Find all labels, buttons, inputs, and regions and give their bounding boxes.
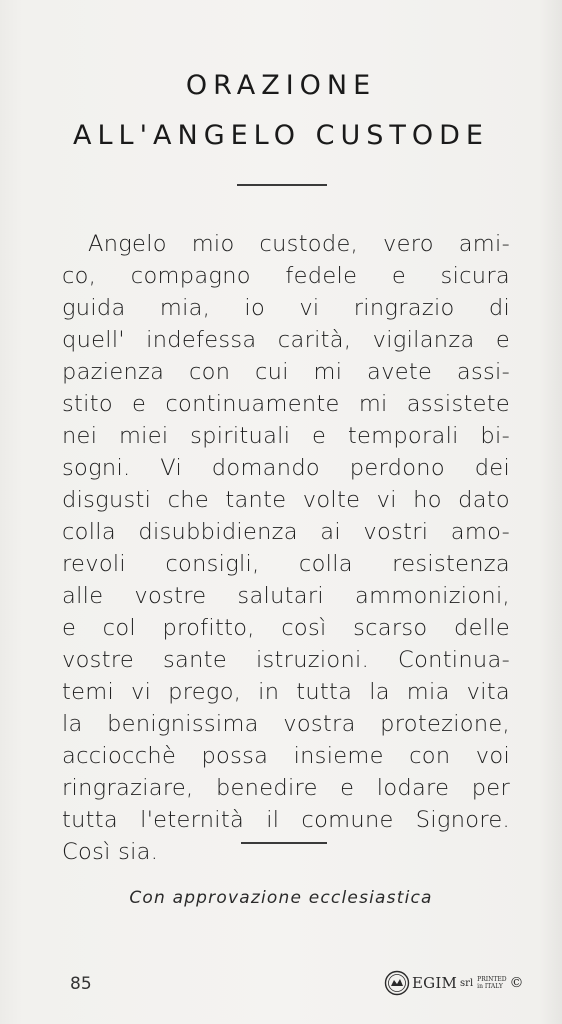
prayer-line: revoli consigli, colla resistenza <box>62 551 510 577</box>
publisher-logo-icon <box>384 970 410 996</box>
prayer-line: stito e continuamente mi assistete <box>62 391 510 417</box>
publisher-name: EGIM <box>412 974 458 992</box>
divider-bottom <box>241 842 327 844</box>
prayer-line: Così sia. <box>62 839 159 865</box>
prayer-line: ringraziare, benedire e lodare per <box>62 775 510 801</box>
prayer-line: temi vi prego, in tutta la mia vita <box>62 679 510 705</box>
prayer-line: colla disubbidienza ai vostri amo- <box>62 519 510 545</box>
prayer-line: co, compagno fedele e sicura <box>62 263 510 289</box>
prayer-line: pazienza con cui mi avete assi- <box>62 359 510 385</box>
prayer-line: guida mia, io vi ringrazio di <box>62 295 510 321</box>
printed-line-2: in ITALY <box>477 983 503 990</box>
prayer-line: quell' indefessa carità, vigilanza e <box>62 327 510 353</box>
copyright-icon: © <box>509 975 524 991</box>
title-line-1: ORAZIONE <box>185 70 377 101</box>
prayer-line: acciocchè possa insieme con voi <box>62 743 510 769</box>
page-number: 85 <box>70 974 92 994</box>
printed-in-italy <box>477 976 506 990</box>
approval-note: Con approvazione ecclesiastica <box>129 888 433 908</box>
divider-top <box>237 184 327 186</box>
prayer-line: vostre sante istruzioni. Continua- <box>62 647 510 673</box>
prayer-line: la benignissima vostra protezione, <box>62 711 510 737</box>
publisher-suffix: srl <box>460 977 474 989</box>
prayer-line: sogni. Vi domando perdono dei <box>62 455 510 481</box>
prayer-line: alle vostre salutari ammonizioni, <box>62 583 510 609</box>
prayer-line: tutta l'eternità il comune Signore. <box>62 807 510 833</box>
prayer-line: Angelo mio custode, vero ami- <box>88 231 510 257</box>
prayer-line: nei miei spirituali e temporali bi- <box>62 423 510 449</box>
prayer-line: disgusti che tante volte vi ho dato <box>62 487 510 513</box>
publisher-mark <box>384 970 524 996</box>
title-line-2: ALL'ANGELO CUSTODE <box>73 120 489 151</box>
printed-line-1: PRINTED <box>477 976 507 983</box>
prayer-text <box>62 228 510 868</box>
prayer-line: e col profitto, così scarso delle <box>62 615 510 641</box>
